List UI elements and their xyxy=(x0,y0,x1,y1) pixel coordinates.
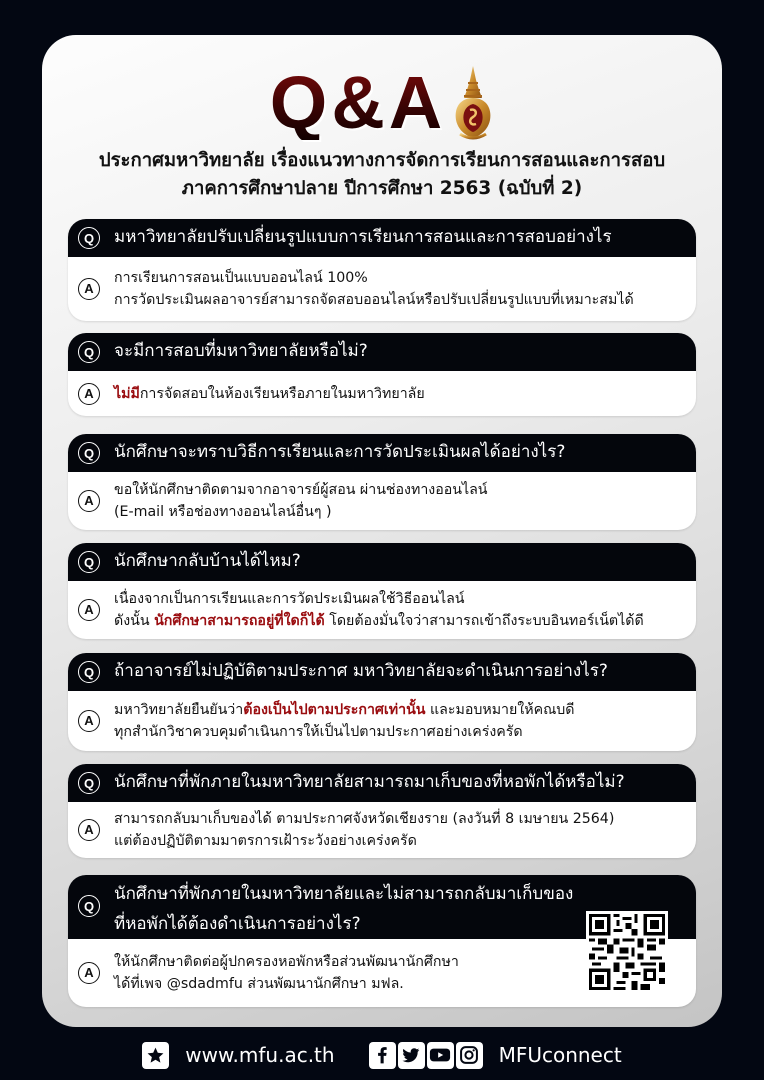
answer-line: ให้นักศึกษาติดต่อผู้ปกครองหอพักหรือส่วนพัฒนานักศึกษา xyxy=(114,954,459,970)
answer-area xyxy=(68,257,696,321)
answer-text-segment: โดยต้องมั่นใจว่าสามารถเข้าถึงระบบอินทอร์เน็ตได้ดี xyxy=(324,613,644,629)
question-bar xyxy=(68,543,696,581)
answer-text-segment: และมอบหมายให้คณบดี xyxy=(425,702,575,718)
answer-area xyxy=(68,691,696,751)
instagram-icon[interactable] xyxy=(456,1042,483,1069)
answer-line: การวัดประเมินผลอาจารย์สามารถจัดสอบออนไลน์หรือปรับเปลี่ยนรูปแบบที่เหมาะสมได้ xyxy=(114,292,634,308)
question-bar xyxy=(68,219,696,257)
answer-line xyxy=(114,699,574,721)
answer-line: (E-mail หรือช่องทางออนไลน์อื่นๆ ) xyxy=(114,504,332,520)
answer-line: เนื่องจากเป็นการเรียนและการวัดประเมินผลใช้วิธีออนไลน์ xyxy=(114,591,465,607)
question-line: ที่หอพักได้ต้องดำเนินการอย่างไร? xyxy=(114,914,361,934)
answer-line xyxy=(114,610,644,632)
answer-badge: A xyxy=(78,599,100,621)
answer-line: ขอให้นักศึกษาติดตามจากอาจารย์ผู้สอน ผ่านช่องทางออนไลน์ xyxy=(114,482,488,498)
answer-text-segment: ดังนั้น xyxy=(114,613,155,629)
question-bar xyxy=(68,764,696,802)
answer-highlight: ต้องเป็นไปตามประกาศเท่านั้น xyxy=(243,702,426,718)
page-heading xyxy=(42,147,722,203)
question-line: นักศึกษาที่พักภายในมหาวิทยาลัยและไม่สามารถกลับมาเก็บของ xyxy=(114,884,574,904)
question-text: มหาวิทยาลัยปรับเปลี่ยนรูปแบบการเรียนการสอนและการสอบอย่างไร xyxy=(114,227,612,247)
footer xyxy=(0,1030,764,1080)
question-text: ถ้าอาจารย์ไม่ปฏิบัติตามประกาศ มหาวิทยาลัยจะดำเนินการอย่างไร? xyxy=(114,661,608,681)
question-text xyxy=(114,879,573,939)
answer-area xyxy=(68,472,696,530)
twitter-icon[interactable] xyxy=(398,1042,425,1069)
answer-highlight: นักศึกษาสามารถอยู่ที่ใดก็ได้ xyxy=(154,613,325,629)
facebook-icon[interactable] xyxy=(369,1042,396,1069)
answer-text xyxy=(114,588,644,632)
answer-text xyxy=(114,267,634,311)
social-handle[interactable]: MFUconnect xyxy=(498,1043,622,1067)
question-text: นักศึกษากลับบ้านได้ไหม? xyxy=(114,551,301,571)
title-row xyxy=(42,63,722,143)
answer-line: การเรียนการสอนเป็นแบบออนไลน์ 100% xyxy=(114,270,368,286)
faq-card xyxy=(68,434,696,530)
youtube-icon[interactable] xyxy=(427,1042,454,1069)
answer-line: สามารถกลับมาเก็บของได้ ตามประกาศจังหวัดเชียงราย (ลงวันที่ 8 เมษายน 2564) xyxy=(114,811,615,827)
qa-title: Q&A xyxy=(269,61,447,144)
answer-text xyxy=(114,699,574,743)
answer-line: ได้ที่เพจ @sdadmfu ส่วนพัฒนานักศึกษา มฟล. xyxy=(114,976,404,992)
question-badge: Q xyxy=(78,227,100,249)
answer-area xyxy=(68,802,696,858)
answer-badge: A xyxy=(78,490,100,512)
question-badge: Q xyxy=(78,551,100,573)
question-badge: Q xyxy=(78,341,100,363)
faq-card xyxy=(68,764,696,858)
answer-line: ทุกสำนักวิชาควบคุมดำเนินการให้เป็นไปตามประกาศอย่างเคร่งครัด xyxy=(114,724,523,740)
question-bar xyxy=(68,434,696,472)
faq-card xyxy=(68,875,696,1007)
question-text: นักศึกษาที่พักภายในมหาวิทยาลัยสามารถมาเก็บของที่หอพักได้หรือไม่? xyxy=(114,772,625,792)
question-text: จะมีการสอบที่มหาวิทยาลัยหรือไม่? xyxy=(114,341,368,361)
answer-badge: A xyxy=(78,383,100,405)
answer-line: แต่ต้องปฏิบัติตามมาตรการเฝ้าระวังอย่างเคร่งครัด xyxy=(114,833,417,849)
faq-card xyxy=(68,543,696,639)
question-bar xyxy=(68,653,696,691)
question-badge: Q xyxy=(78,772,100,794)
question-bar xyxy=(68,333,696,371)
answer-text xyxy=(114,951,459,995)
heading-line-2: ภาคการศึกษาปลาย ปีการศึกษา 2563 (ฉบับที่ 2) xyxy=(181,178,583,199)
question-badge: Q xyxy=(78,661,100,683)
answer-line: การจัดสอบในห้องเรียนหรือภายในมหาวิทยาลัย xyxy=(139,385,425,402)
question-badge: Q xyxy=(78,895,100,917)
answer-text-segment: มหาวิทยาลัยยืนยันว่า xyxy=(114,702,244,718)
faq-card xyxy=(68,653,696,751)
poster-panel xyxy=(42,35,722,1027)
question-badge: Q xyxy=(78,442,100,464)
answer-text xyxy=(114,808,614,852)
answer-text xyxy=(114,479,488,523)
answer-highlight: ไม่มี xyxy=(114,385,140,402)
question-text: นักศึกษาจะทราบวิธีการเรียนและการวัดประเมินผลได้อย่างไร? xyxy=(114,442,566,462)
answer-area xyxy=(68,371,696,416)
heading-line-1: ประกาศมหาวิทยาลัย เรื่องแนวทางการจัดการเรียนการสอนและการสอบ xyxy=(98,150,666,171)
answer-badge: A xyxy=(78,278,100,300)
mfu-emblem-icon xyxy=(452,64,494,142)
answer-text xyxy=(114,383,425,405)
answer-area xyxy=(68,581,696,639)
answer-badge: A xyxy=(78,819,100,841)
answer-badge: A xyxy=(78,962,100,984)
qr-code-icon[interactable] xyxy=(586,911,668,993)
star-icon[interactable] xyxy=(142,1042,169,1069)
answer-badge: A xyxy=(78,710,100,732)
faq-card xyxy=(68,333,696,416)
website-link[interactable]: www.mfu.ac.th xyxy=(185,1043,335,1067)
faq-card xyxy=(68,219,696,321)
